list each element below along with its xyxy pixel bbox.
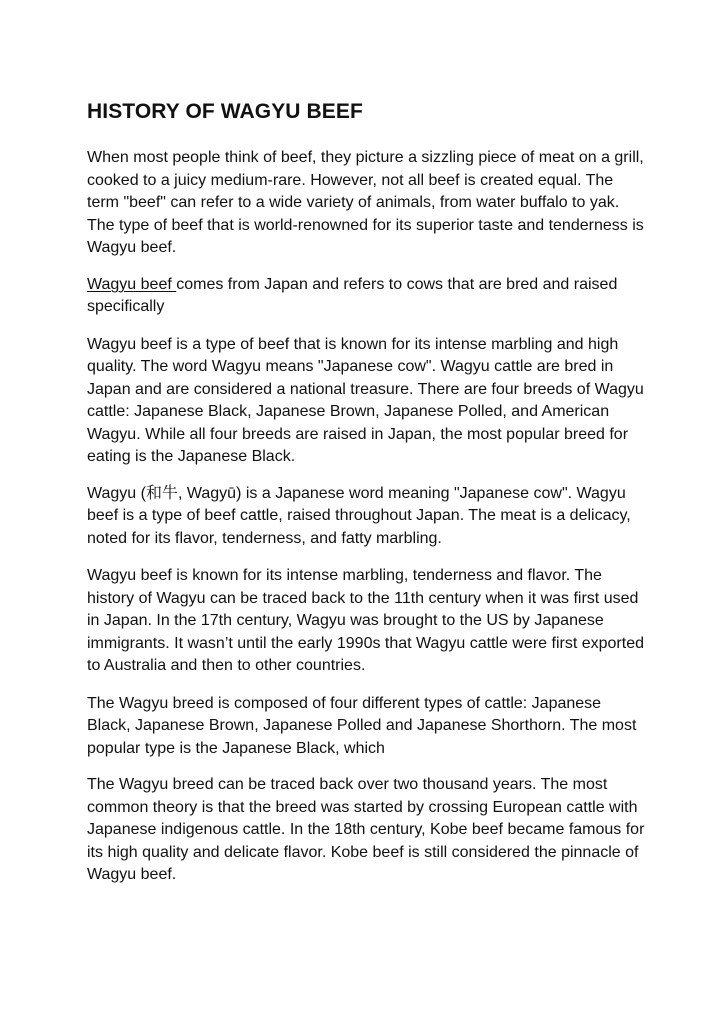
- wagyu-origin-text: comes from Japan and refers to cows that are bred and raised specifically: [87, 275, 618, 316]
- wagyu-beef-link[interactable]: Wagyu beef: [87, 275, 177, 293]
- page-title: HISTORY OF WAGYU BEEF: [87, 100, 363, 123]
- marbling-paragraph: Wagyu beef is a type of beef that is known for its intense marbling and high quality. The word Wagyu means "Japanese cow". Wagyu cattle are bred in Japan and are considered a national treasure. There are four breeds of Wagyu cattle: Japanese Black, Japanese Brown, Japanese Polled, and American Wagyu. While all four breeds are raised in Japan, the most popular breed for eating is the Japanese Black.: [87, 335, 644, 466]
- intro-paragraph: When most people think of beef, they picture a sizzling piece of meat on a grill, cooked to a juicy medium-rare. However, not all beef is created equal. The term "beef" can refer to a wide variety of animals, from water buffalo to yak. The type of beef that is world-renowned for its superior taste and tenderness is Wagyu beef.: [87, 149, 644, 257]
- document-page: [87, 100, 647, 887]
- history-paragraph: Wagyu beef is known for its intense marbling, tenderness and flavor. The history of Wagyu can be traced back to the 11th century when it was first used in Japan. In the 17th century, Wagyu was brought to the US by Japanese immigrants. It wasn’t until the early 1990s that Wagyu cattle were first exported to Australia and then to other countries.: [87, 567, 644, 675]
- wagyu-origin-paragraph: [87, 274, 647, 319]
- origin-theory-paragraph: The Wagyu breed can be traced back over two thousand years. The most common theory is that the breed was started by crossing European cattle with Japanese indigenous cattle. In the 18th century, Kobe beef became famous for its high quality and delicate flavor. Kobe beef is still considered the pinnacle of Wagyu beef.: [87, 776, 645, 884]
- definition-paragraph: Wagyu (和牛, Wagyū) is a Japanese word meaning "Japanese cow". Wagyu beef is a type of beef cattle, raised throughout Japan. The meat is a delicacy, noted for its flavor, tenderness, and fatty marbling.: [87, 484, 631, 547]
- breed-types-paragraph: The Wagyu breed is composed of four different types of cattle: Japanese Black, Japanese Brown, Japanese Polled and Japanese Shorthorn. The most popular type is the Japanese Black, which: [87, 694, 637, 757]
